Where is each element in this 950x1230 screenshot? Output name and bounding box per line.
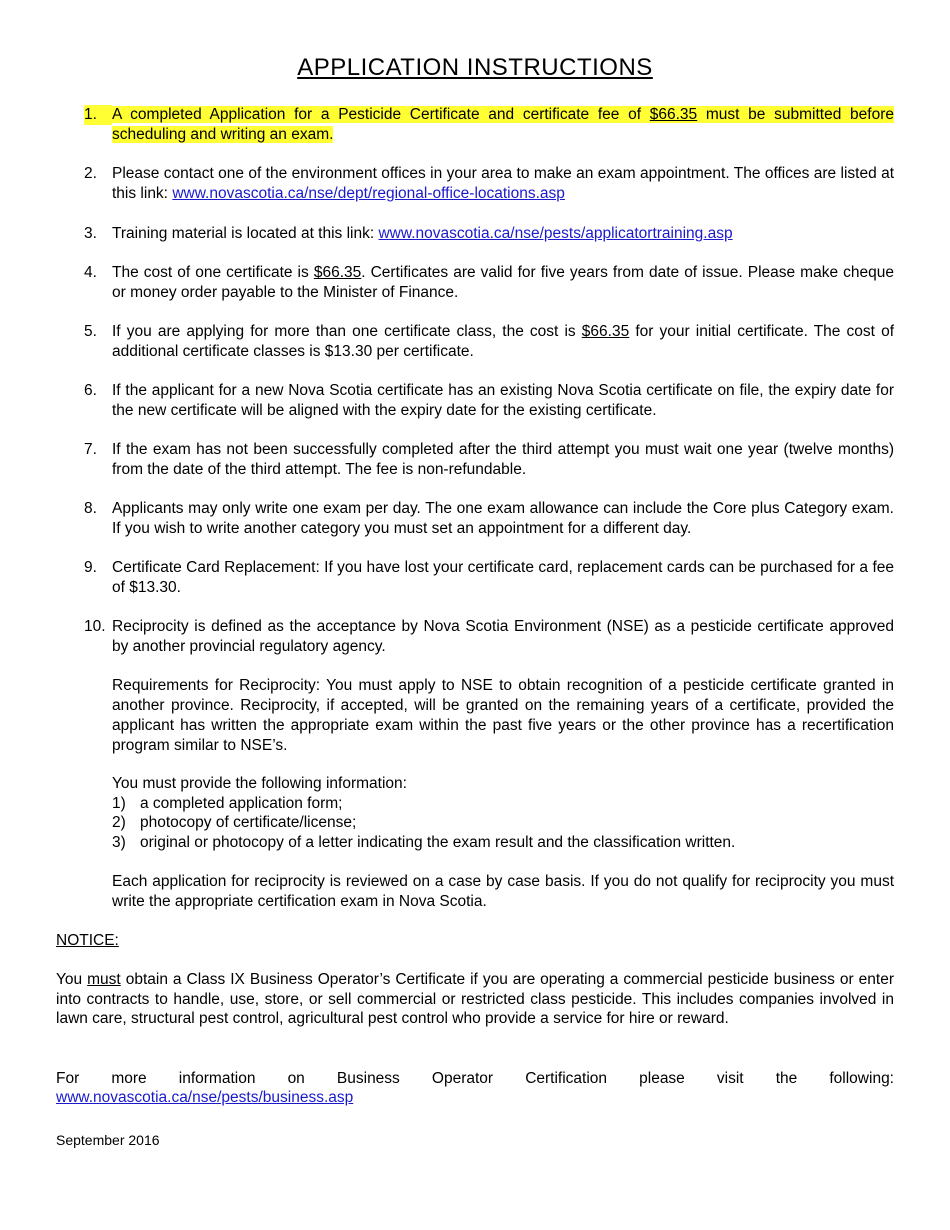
item-text: A completed Application for a Pesticide Certificate and certificate fee of $66.35 must be submitted before scheduling and writing an exam. (112, 106, 894, 143)
item-text: Reciprocity is defined as the acceptance by Nova Scotia Environment (NSE) as a pesticide certificate approved by another provincial regulatory agency. (112, 618, 894, 655)
instruction-item-3 (84, 224, 894, 244)
item-number: 2. (84, 165, 97, 182)
reciprocity-requirements: Requirements for Reciprocity: You must apply to NSE to obtain recognition of a pesticide certificate granted in another province. Reciprocity, if accepted, will be granted on the remaining years of a certificate, provided the applicant has written the appropriate exam within the past five years or the other province has a recertification program similar to NSE’s. (112, 677, 894, 754)
page-title: APPLICATION INSTRUCTIONS (297, 54, 653, 81)
business-certification-link[interactable]: www.novascotia.ca/nse/pests/business.asp (56, 1089, 354, 1106)
item-number: 9. (84, 559, 97, 576)
instruction-item-1 (84, 105, 894, 145)
reciprocity-provide-intro: You must provide the following information: (112, 775, 407, 792)
item-number: 5. (84, 323, 97, 340)
fee-amount: $66.35 (313, 264, 362, 281)
instruction-item-6 (84, 381, 894, 421)
item-number: 8. (84, 500, 97, 517)
item-text: Applicants may only write one exam per day. The one exam allowance can include the Core plus Category exam. If you wish to write another category you must set an appointment for a different day. (112, 500, 894, 537)
training-material-link[interactable]: www.novascotia.ca/nse/pests/applicatortraining.asp (378, 225, 733, 242)
list-item: 2) photocopy of certificate/license; (112, 814, 357, 831)
instruction-item-9 (84, 558, 894, 598)
item-text: Training material is located at this link: (112, 225, 379, 242)
item-number: 6. (84, 382, 97, 399)
item-number: 4. (84, 264, 97, 281)
notice-more-info: For more information on Business Operator Certification please visit the following: (56, 1070, 894, 1087)
instruction-item-2 (84, 164, 894, 204)
fee-amount: $66.35 (581, 323, 630, 340)
notice-paragraph: You must obtain a Class IX Business Operator’s Certificate if you are operating a commercial pesticide business or enter into contracts to handle, use, store, or sell commercial or restricted class pesticide. This includes companies involved in lawn care, structural pest control, agricultural pest control who provide a service for hire or reward. (56, 971, 894, 1028)
instruction-item-4: 4. The cost of one certificate is $66.35. Certificates are valid for five years from date of issue. Please make cheque or money order payable to the Minister of Finance. (84, 264, 894, 301)
item-number: 3. (84, 225, 97, 242)
regional-offices-link[interactable]: www.novascotia.ca/nse/dept/regional-office-locations.asp (172, 185, 565, 202)
item-number: 10. (84, 618, 106, 635)
item-text: If the applicant for a new Nova Scotia certificate has an existing Nova Scotia certificate on file, the expiry date for the new certificate will be aligned with the expiry date for the existing certificate. (112, 382, 894, 419)
item-text: Certificate Card Replacement: If you have lost your certificate card, replacement cards can be purchased for a fee of $13.30. (112, 559, 894, 596)
instruction-item-5: 5. If you are applying for more than one certificate class, the cost is $66.35 for your initial certificate. The cost of additional certificate classes is $13.30 per certificate. (84, 323, 895, 360)
document-date: September 2016 (56, 1132, 160, 1148)
item-text: Please contact one of the environment offices in your area to make an exam appointment. The offices are listed at this link: (112, 165, 894, 202)
item-number: 7. (84, 441, 97, 458)
item-number: 1. (84, 105, 112, 125)
fee-amount: $66.35 (649, 106, 698, 123)
notice-heading: NOTICE: (56, 932, 119, 949)
list-item: 1) a completed application form; (112, 795, 343, 812)
instruction-item-10 (84, 617, 894, 657)
item-text: If the exam has not been successfully completed after the third attempt you must wait one year (twelve months) from the date of the third attempt. The fee is non-refundable. (112, 441, 894, 478)
instruction-item-7 (84, 440, 894, 480)
instruction-item-8 (84, 499, 894, 539)
emphasis-must: must (87, 971, 121, 988)
list-item: 3) original or photocopy of a letter indicating the exam result and the classification written. (112, 834, 736, 851)
reciprocity-closing: Each application for reciprocity is reviewed on a case by case basis. If you do not qualify for reciprocity you must write the appropriate certification exam in Nova Scotia. (112, 873, 894, 910)
notice-link-line (56, 1088, 894, 1108)
